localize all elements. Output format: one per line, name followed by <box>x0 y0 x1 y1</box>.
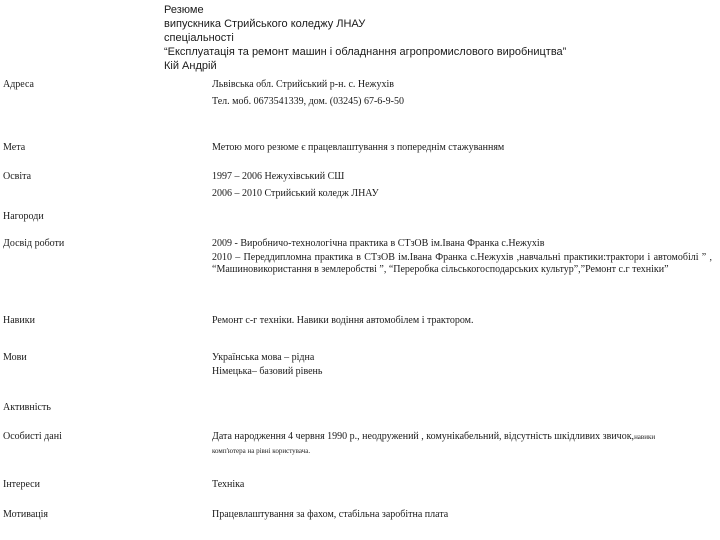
interests-label: Інтереси <box>3 479 40 490</box>
skills-text: Ремонт с-г техніки. Навики водіння автомобілем і трактором. <box>212 315 474 326</box>
address-label: Адреса <box>3 79 34 90</box>
skills-label: Навики <box>3 315 35 326</box>
experience-paragraph: 2010 – Переддипломна практика в СТзОВ ім.Івана Франка с.Нежухів ,навчальні практики:трактори і автомобілі ” , “Машиновикористання в землеробстві ”, “Переробка сільськогосподарських культур”,”Ремонт с.г техніки” <box>212 251 712 275</box>
skills-content <box>212 315 712 328</box>
languages-content <box>212 352 712 378</box>
goal-text: Метою мого резюме є працевлаштування з попереднім стажуванням <box>212 142 505 153</box>
experience-content <box>212 238 712 277</box>
motivation-content <box>212 509 712 522</box>
education-line: 1997 – 2006 Нежухівський СШ <box>212 171 345 182</box>
interests-content <box>212 479 712 492</box>
education-line: 2006 – 2010 Стрийський коледж ЛНАУ <box>212 187 379 199</box>
resume-title: Резюме <box>164 4 204 16</box>
language-line: Українська мова – рідна <box>212 352 315 363</box>
motivation-text: Працевлаштування за фахом, стабільна заробітна плата <box>212 509 449 520</box>
personal-small-text: навики <box>634 433 656 441</box>
address-line: Львівська обл. Стрийський р-н. с. Нежухів <box>212 79 394 90</box>
personal-content <box>212 431 712 456</box>
graduate-line: випускника Стрийського коледжу ЛНАУ <box>164 18 366 30</box>
activity-label: Активність <box>3 402 51 413</box>
personal-text-line <box>212 431 712 444</box>
experience-label: Досвід роботи <box>3 238 65 249</box>
specialty-name: “Експлуатація та ремонт машин і обладнання агропромислового виробництва” <box>164 46 567 58</box>
personal-text: Дата народження 4 червня 1990 р., неодружений , комунікабельний, відсутність шкідливих звичок, <box>212 431 635 442</box>
goal-label: Мета <box>3 142 26 153</box>
personal-small-line: комп'ютера на рівні користувача. <box>212 446 311 455</box>
motivation-label: Мотивація <box>3 509 48 520</box>
languages-label: Мови <box>3 352 27 363</box>
personal-label: Особисті дані <box>3 431 62 442</box>
education-content <box>212 171 712 200</box>
interests-text: Техніка <box>212 479 245 490</box>
phone-line: Тел. моб. 0673541339, дом. (03245) 67-6-9-50 <box>212 95 404 107</box>
goal-content <box>212 142 712 155</box>
education-label: Освіта <box>3 171 32 182</box>
resume-header <box>164 3 566 73</box>
language-line: Німецька– базовий рівень <box>212 365 323 377</box>
awards-label: Нагороди <box>3 211 44 222</box>
specialty-label: спеціальності <box>164 32 234 44</box>
address-content <box>212 79 712 108</box>
experience-line: 2009 - Виробничо-технологічна практика в СТзОВ ім.Івана Франка с.Нежухів <box>212 238 545 249</box>
person-name: Кій Андрій <box>164 60 217 72</box>
